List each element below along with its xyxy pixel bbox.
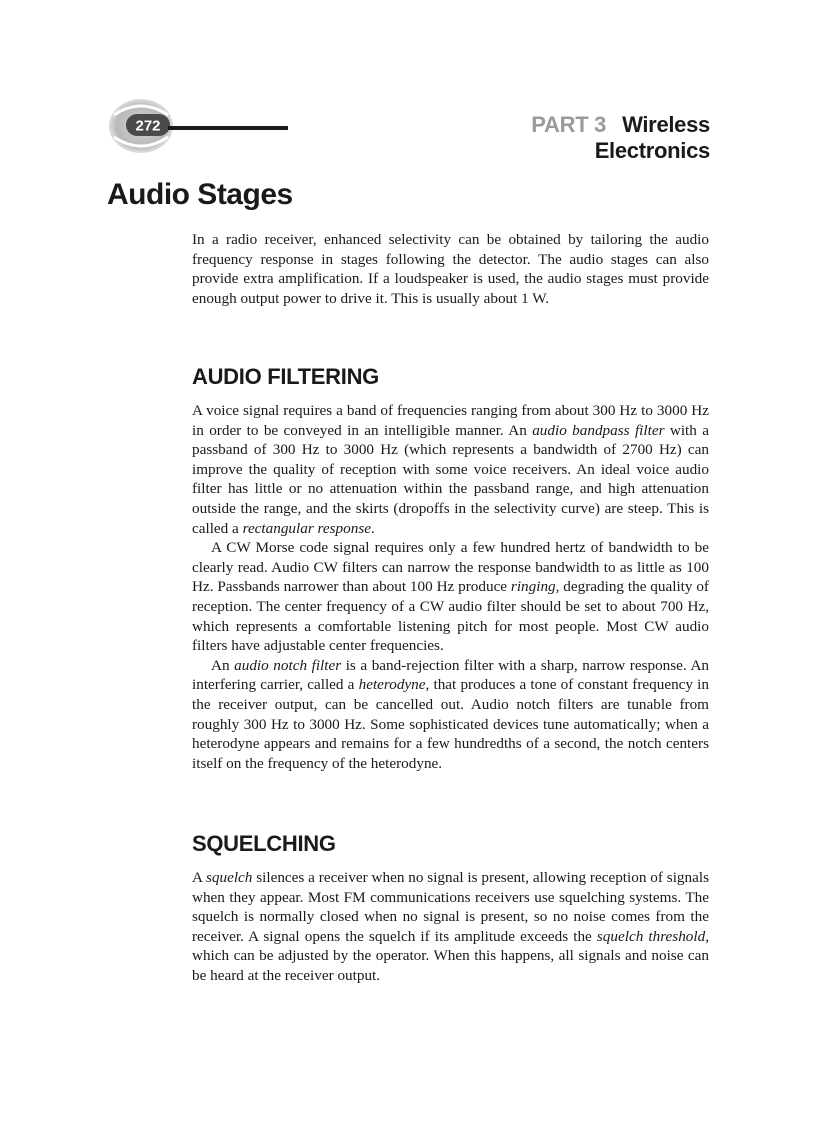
term-audio-notch-filter: audio notch filter bbox=[234, 656, 342, 674]
page-number-badge bbox=[108, 97, 174, 155]
page-number: 272 bbox=[135, 117, 161, 135]
section-title: Audio Stages bbox=[107, 178, 293, 211]
paragraph: A voice signal requires a band of frequencies ranging from about 300 Hz to 3000 Hz in order to be conveyed in an intelligible manner. An audio bandpass filter with a passband of 300 Hz to 3000 Hz (which represents a bandwidth of 2700 Hz) can improve the quality of reception with some voice receivers. An ideal voice audio filter has little or no attenuation within the passband range, and high attenuation outside the range, and the skirts (dropoffs in the selectivity curve) are steep. This is called a rectangular response. bbox=[192, 402, 709, 537]
part-title: Wireless Electronics bbox=[594, 112, 710, 163]
intro-paragraph: In a radio receiver, enhanced selectivity can be obtained by tailoring the audio frequency response in stages following the detector. The audio stages can also provide extra amplification. If a loudspeaker is used, the audio stages must provide enough output power to drive it. This is usually about 1 W. bbox=[192, 231, 709, 307]
paragraph: A CW Morse code signal requires only a few hundred hertz of bandwidth to be clearly read. Audio CW filters can narrow the response bandwidth to as little as 100 Hz. Passbands narrower than about 100 Hz produce ringing, degrading the quality of reception. The center frequency of a CW audio filter should be set to about 700 Hz, which represents a comfortable listening pitch for most people. Most CW audio filters have adjustable center frequencies. bbox=[192, 539, 709, 655]
paragraph: A squelch silences a receiver when no signal is present, allowing reception of signals when they appear. Most FM communications receivers use squelching systems. The squelch is normally closed when no signal is present, so no noise comes from the receiver. A signal opens the squelch if its amplitude exceeds the squelch threshold, which can be adjusted by the operator. When this happens, all signals and noise can be heard at the receiver output. bbox=[192, 869, 709, 984]
term-rectangular-response: rectangular response bbox=[242, 519, 371, 537]
term-squelch-threshold: squelch threshold bbox=[596, 927, 706, 945]
subheading-squelching: SQUELCHING bbox=[192, 831, 336, 856]
part-label: PART 3 bbox=[531, 112, 607, 137]
header-rule bbox=[168, 126, 288, 130]
term-squelch: squelch bbox=[205, 869, 253, 886]
intro-block bbox=[192, 230, 709, 308]
term-ringing: ringing bbox=[510, 578, 556, 596]
running-head bbox=[420, 112, 710, 164]
term-audio-bandpass-filter: audio bandpass filter bbox=[532, 421, 665, 439]
audio-filtering-block bbox=[192, 401, 709, 773]
squelching-block bbox=[192, 868, 709, 986]
paragraph: An audio notch filter is a band-rejection filter with a sharp, narrow response. An interfering carrier, called a heterodyne, that produces a tone of constant frequency in the receiver output, can be cancelled out. Audio notch filters are tunable from roughly 300 Hz to 3000 Hz. Some sophisticated devices tune automatically; when a heterodyne appears and remains for a few hundredths of a second, the notch centers itself on the frequency of the heterodyne. bbox=[192, 656, 710, 772]
term-heterodyne: heterodyne bbox=[358, 676, 426, 694]
subheading-audio-filtering: AUDIO FILTERING bbox=[192, 364, 379, 389]
